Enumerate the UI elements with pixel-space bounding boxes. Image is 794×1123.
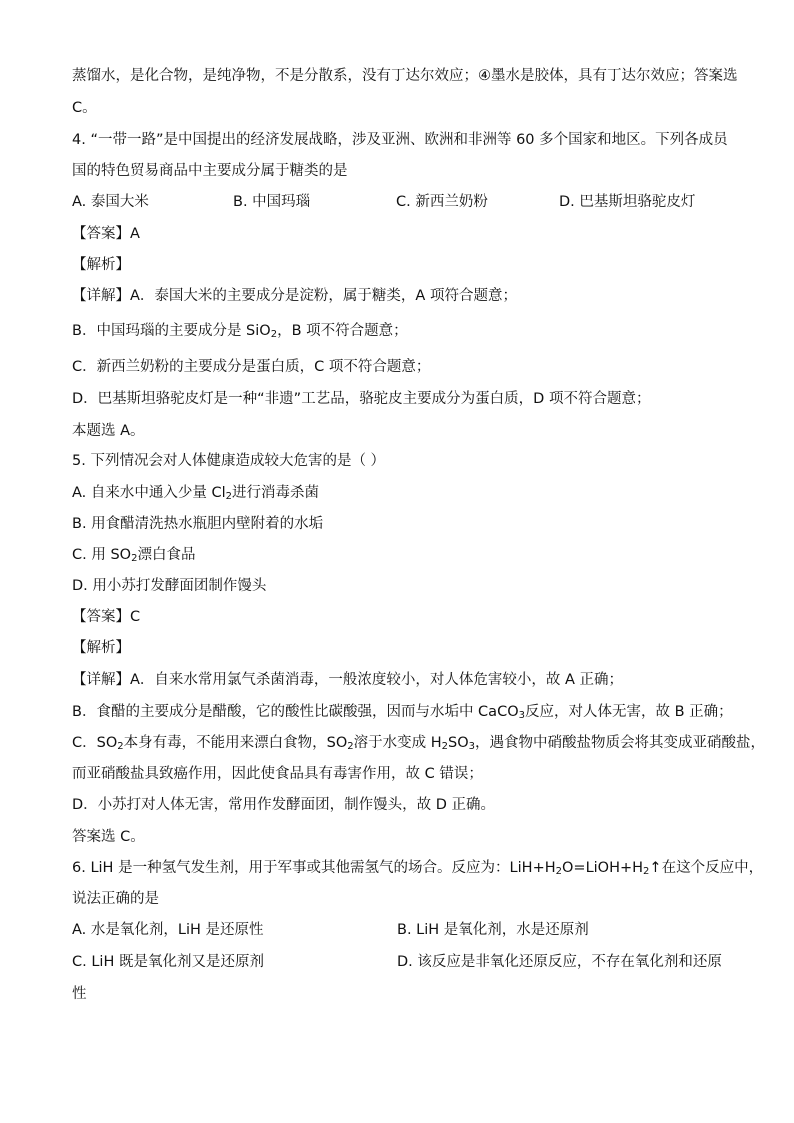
q4-detail-d: D．巴基斯坦骆驼皮灯是一种“非遗”工艺品，骆驼皮主要成分为蛋白质，D 项不符合题意； [72,391,651,407]
stem-text: 6. LiH 是一种氢气发生剂，用于军事或其他需氢气的场合。反应为：LiH+H [72,860,556,876]
option-text: 进行消毒杀菌 [232,485,320,501]
detail-tag: 【详解】 [72,288,130,304]
answer-value: A [130,226,140,242]
subscript: 3 [518,710,525,721]
q5-detail-c [72,733,765,753]
detail-text: A．自来水常用氯气杀菌消毒，一般浓度较小，对人体危害较小，故 A 正确； [130,672,624,688]
q5-option-d: D. 用小苏打发酵面团制作馒头 [72,578,267,594]
q6-option-b: B. LiH 是氧化剂，水是还原剂 [397,922,589,938]
subscript: 2 [347,741,354,752]
subscript: 2 [131,553,138,564]
q5-option-b: B. 用食醋清洗热水瓶胆内壁附着的水垢 [72,516,324,532]
detail-text: ，遇食物中硝酸盐物质会将其变成亚硝酸盐， [475,735,766,751]
q5-answer [72,607,140,627]
q6-option-d-wrap: 性 [72,986,87,1002]
detail-text: B．中国玛瑙的主要成分是 SiO [72,323,271,339]
q6-option-c: C. LiH 既是氧化剂又是还原剂 [72,954,264,970]
detail-text: B．食醋的主要成分是醋酸，它的酸性比碳酸强，因而与水垢中 CaCO [72,704,519,720]
q4-detail-a [72,286,517,306]
detail-text: 反应，对人体无害，故 B 正确； [524,704,733,720]
q4-conclusion: 本题选 A。 [72,423,145,439]
q6-stem-line-1 [72,858,763,878]
detail-text: ，B 项不符合题意； [277,323,408,339]
subscript: 3 [468,741,476,752]
detail-text: 本身有毒，不能用来漂白食物，SO [123,735,348,751]
q4-analysis-tag: 【解析】 [72,257,130,273]
q4-option-d: D. 巴基斯坦骆驼皮灯 [559,194,696,210]
subscript: 2 [270,329,278,340]
option-text: A. 自来水中通入少量 Cl [72,485,226,501]
answer-tag: 【答案】 [72,226,130,242]
q5-detail-b [72,702,733,722]
q5-option-c [72,545,195,565]
q4-option-b: B. 中国玛瑙 [233,194,311,210]
q5-stem: 5. 下列情况会对人体健康造成较大危害的是（ ） [72,453,386,469]
q5-detail-d: D．小苏打对人体无害，常用作发酵面团，制作馒头，故 D 正确。 [72,797,496,813]
q5-detail-a [72,670,623,690]
q4-stem-line-1: 4. “一带一路”是中国提出的经济发展战略，涉及亚洲、欧洲和非洲等 60 多个国家和地区。下列各成员 [72,132,728,148]
subscript: 2 [117,741,124,752]
detail-text: SO [448,735,469,751]
q5-conclusion: 答案选 C。 [72,829,145,845]
intro-line-2: C。 [72,100,97,116]
answer-value: C [130,609,141,625]
q6-option-a: A. 水是氧化剂，LiH 是还原性 [72,922,264,938]
stem-text: O=LiOH+H [562,860,644,876]
detail-text: A．泰国大米的主要成分是淀粉，属于糖类，A 项符合题意； [130,288,517,304]
subscript: 2 [643,866,650,877]
q4-answer [72,224,140,244]
q6-option-d: D. 该反应是非氧化还原反应，不存在氧化剂和还原 [397,954,722,970]
q4-option-c: C. 新西兰奶粉 [396,194,488,210]
answer-tag: 【答案】 [72,609,130,625]
q4-detail-b [72,321,408,341]
subscript: 2 [441,741,449,752]
subscript: 2 [555,866,562,877]
q5-analysis-tag: 【解析】 [72,640,130,656]
subscript: 2 [225,491,233,502]
detail-tag: 【详解】 [72,672,130,688]
q6-stem-line-2: 说法正确的是 [72,891,159,907]
option-text: 漂白食品 [137,547,196,563]
detail-text: 溶于水变成 H [353,735,442,751]
detail-text: C．SO [72,735,118,751]
stem-text: ↑在这个反应中， [649,860,764,876]
q4-detail-c: C．新西兰奶粉的主要成分是蛋白质，C 项不符合题意； [72,359,431,375]
q5-detail-c-line-2: 而亚硝酸盐具致癌作用，因此使食品具有毒害作用，故 C 错误； [72,766,483,782]
q4-option-a: A. 泰国大米 [72,194,149,210]
intro-line-1: 蒸馏水，是化合物，是纯净物，不是分散系，没有丁达尔效应；④墨水是胶体，具有丁达尔效应；答案选 [72,68,738,84]
q4-stem-line-2: 国的特色贸易商品中主要成分属于糖类的是 [72,163,348,179]
q5-option-a [72,483,319,503]
option-text: C. 用 SO [72,547,132,563]
